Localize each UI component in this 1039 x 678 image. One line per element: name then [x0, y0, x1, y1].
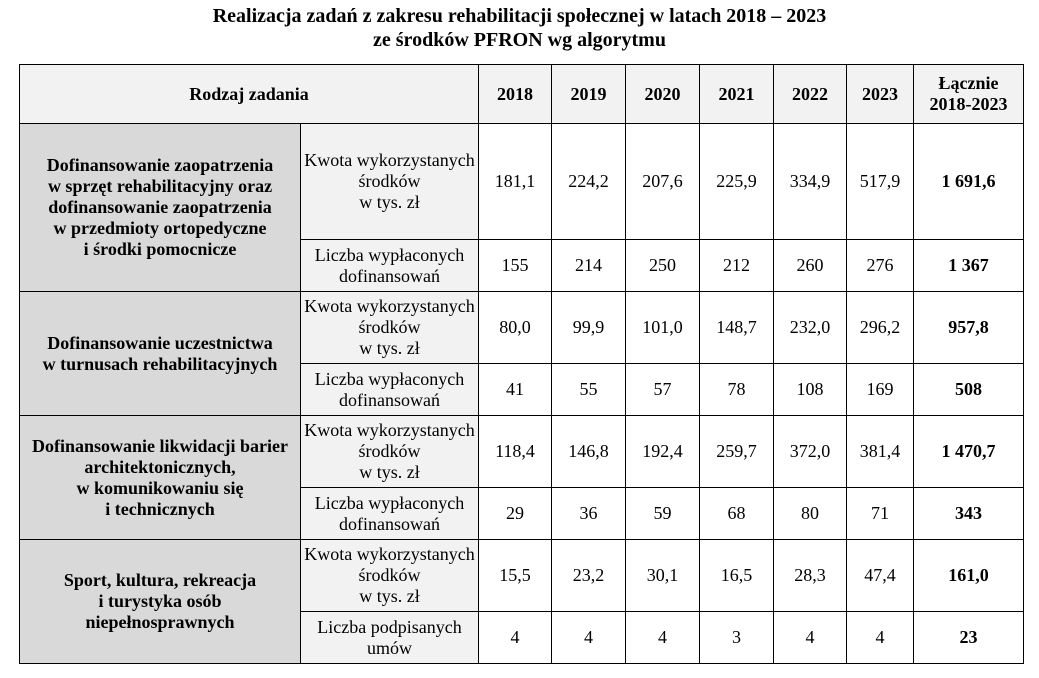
value-cell: 68 — [700, 488, 774, 540]
row-label-line: Liczba wypłaconych — [314, 368, 465, 389]
row-label-cell — [301, 488, 479, 540]
total-cell: 161,0 — [914, 540, 1024, 612]
header-category: Rodzaj zadania — [20, 65, 479, 124]
data-table — [19, 64, 1024, 664]
value-cell: 276 — [847, 240, 914, 292]
total-cell: 1 691,6 — [914, 124, 1024, 240]
row-label-cell — [301, 540, 479, 612]
value-cell: 148,7 — [700, 292, 774, 364]
table-row — [20, 416, 1024, 488]
category-line: Dofinansowanie likwidacji barier — [31, 435, 288, 456]
document-title — [0, 4, 1039, 52]
value-cell: 30,1 — [626, 540, 700, 612]
value-cell: 155 — [479, 240, 552, 292]
value-cell: 4 — [847, 612, 914, 664]
row-label-line: w tys. zł — [359, 586, 420, 606]
category-cell — [20, 292, 301, 416]
row-label-cell — [301, 240, 479, 292]
value-cell: 207,6 — [626, 124, 700, 240]
category-line: w sprzęt rehabilitacyjny oraz — [47, 176, 273, 196]
category-cell — [20, 416, 301, 540]
value-cell: 80 — [774, 488, 847, 540]
category-line: w komunikowaniu się — [76, 477, 244, 498]
value-cell: 224,2 — [552, 124, 626, 240]
value-cell: 55 — [552, 364, 626, 416]
row-label-cell — [301, 124, 479, 240]
category-cell — [20, 124, 301, 292]
category-line: w przedmioty ortopedyczne — [53, 218, 267, 238]
value-cell: 334,9 — [774, 124, 847, 240]
category-line: i turystyka osób — [98, 591, 222, 611]
row-label-line: Liczba podpisanych — [317, 616, 462, 637]
value-cell: 259,7 — [700, 416, 774, 488]
row-label-line: Kwota wykorzystanych — [304, 150, 475, 170]
value-cell: 23,2 — [552, 540, 626, 612]
value-cell: 169 — [847, 364, 914, 416]
row-label-line: dofinansowań — [339, 265, 440, 286]
row-label-cell — [301, 364, 479, 416]
value-cell: 3 — [700, 612, 774, 664]
value-cell: 78 — [700, 364, 774, 416]
value-cell: 4 — [552, 612, 626, 664]
header-total-line-1: Łącznie — [938, 73, 999, 93]
category-line: architektonicznych, — [84, 456, 236, 477]
category-line: i środki pomocnicze — [83, 239, 237, 259]
value-cell: 15,5 — [479, 540, 552, 612]
table-row — [20, 292, 1024, 364]
header-year: 2018 — [479, 65, 552, 124]
value-cell: 71 — [847, 488, 914, 540]
row-label-line: Liczba wypłaconych — [314, 244, 465, 265]
value-cell: 16,5 — [700, 540, 774, 612]
total-cell: 1 470,7 — [914, 416, 1024, 488]
category-line: Dofinansowanie uczestnictwa — [47, 332, 273, 353]
value-cell: 28,3 — [774, 540, 847, 612]
total-cell: 1 367 — [914, 240, 1024, 292]
header-year: 2023 — [847, 65, 914, 124]
header-year: 2020 — [626, 65, 700, 124]
row-label-line: środków — [358, 171, 421, 191]
category-line: niepełnosprawnych — [85, 612, 235, 632]
value-cell: 4 — [479, 612, 552, 664]
value-cell: 41 — [479, 364, 552, 416]
value-cell: 250 — [626, 240, 700, 292]
category-line: Sport, kultura, rekreacja — [63, 570, 257, 590]
category-line: dofinansowanie zaopatrzenia — [48, 197, 272, 217]
value-cell: 47,4 — [847, 540, 914, 612]
title-line-1: Realizacja zadań z zakresu rehabilitacji społecznej w latach 2018 – 2023 — [212, 5, 827, 27]
category-line: w turnusach rehabilitacyjnych — [42, 353, 278, 374]
row-label-line: środków — [358, 441, 421, 461]
value-cell: 4 — [774, 612, 847, 664]
row-label-line: dofinansowań — [339, 513, 440, 534]
total-cell: 23 — [914, 612, 1024, 664]
row-label-line: umów — [367, 637, 412, 658]
value-cell: 146,8 — [552, 416, 626, 488]
category-line: Dofinansowanie zaopatrzenia — [46, 155, 274, 175]
category-line: i technicznych — [105, 498, 215, 519]
total-cell: 508 — [914, 364, 1024, 416]
row-label-line: Liczba wypłaconych — [314, 492, 465, 513]
total-cell: 343 — [914, 488, 1024, 540]
category-cell — [20, 540, 301, 664]
row-label-line: Kwota wykorzystanych — [304, 544, 475, 564]
value-cell: 214 — [552, 240, 626, 292]
row-label-line: dofinansowań — [339, 389, 440, 410]
value-cell: 181,1 — [479, 124, 552, 240]
value-cell: 59 — [626, 488, 700, 540]
row-label-line: w tys. zł — [359, 338, 420, 358]
value-cell: 99,9 — [552, 292, 626, 364]
table-row — [20, 540, 1024, 612]
row-label-cell — [301, 292, 479, 364]
value-cell: 381,4 — [847, 416, 914, 488]
value-cell: 80,0 — [479, 292, 552, 364]
value-cell: 101,0 — [626, 292, 700, 364]
row-label-line: Kwota wykorzystanych — [304, 420, 475, 440]
row-label-line: środków — [358, 565, 421, 585]
value-cell: 108 — [774, 364, 847, 416]
value-cell: 118,4 — [479, 416, 552, 488]
value-cell: 225,9 — [700, 124, 774, 240]
value-cell: 372,0 — [774, 416, 847, 488]
table-row — [20, 124, 1024, 240]
row-label-line: środków — [358, 317, 421, 337]
value-cell: 296,2 — [847, 292, 914, 364]
row-label-line: w tys. zł — [359, 192, 420, 212]
header-year: 2021 — [700, 65, 774, 124]
row-label-line: Kwota wykorzystanych — [304, 296, 475, 316]
value-cell: 36 — [552, 488, 626, 540]
value-cell: 29 — [479, 488, 552, 540]
header-year: 2022 — [774, 65, 847, 124]
value-cell: 260 — [774, 240, 847, 292]
row-label-cell — [301, 416, 479, 488]
title-line-2: ze środków PFRON wg algorytmu — [373, 29, 666, 51]
total-cell: 957,8 — [914, 292, 1024, 364]
header-total-line-2: 2018-2023 — [929, 94, 1008, 114]
header-year: 2019 — [552, 65, 626, 124]
value-cell: 232,0 — [774, 292, 847, 364]
value-cell: 4 — [626, 612, 700, 664]
header-row — [20, 65, 1024, 124]
row-label-cell — [301, 612, 479, 664]
header-total — [914, 65, 1024, 124]
value-cell: 57 — [626, 364, 700, 416]
value-cell: 517,9 — [847, 124, 914, 240]
value-cell: 192,4 — [626, 416, 700, 488]
row-label-line: w tys. zł — [359, 462, 420, 482]
value-cell: 212 — [700, 240, 774, 292]
